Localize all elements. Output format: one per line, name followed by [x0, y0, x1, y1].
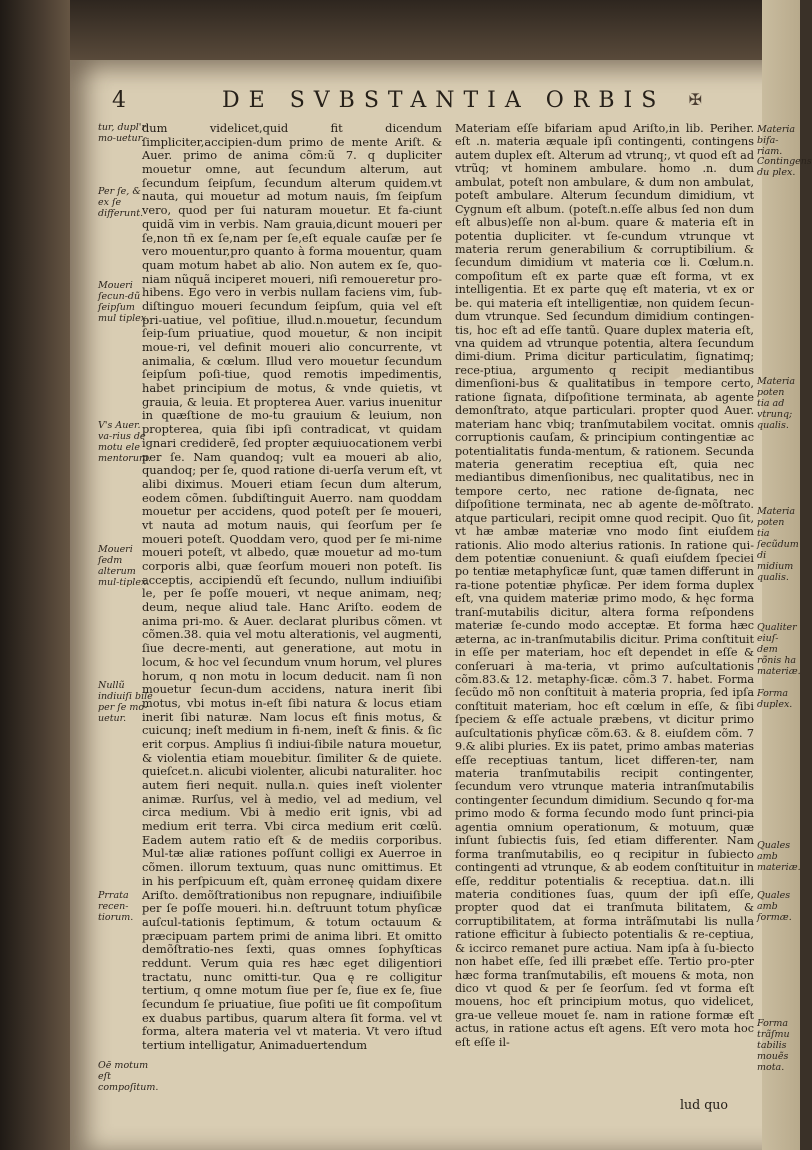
right-margin-note: Quales amb materiæ. [757, 840, 801, 873]
left-text-column [142, 122, 442, 1053]
running-title: DE SVBSTANTIA ORBIS [222, 88, 666, 113]
left-margin-note: Nullũ indiuiſi bile per ſe mo-uetur. [98, 680, 153, 724]
right-text-column [455, 122, 754, 1049]
left-margin-note: Oē motum eſt compoſitum. [98, 1060, 159, 1093]
catchword: lud quo [680, 1097, 728, 1112]
left-margin-note: Moueri ſedm alterum mul-tiplex. [98, 544, 150, 588]
right-margin-note: Qualiter eiuſ-dem rõnis ha materiæ. [757, 622, 801, 677]
right-margin-note: Materia poten tia ad vtrunq; qualis. [757, 376, 796, 431]
right-margin-note: Materia poten tia ſecũdum di midium qualis. [757, 506, 799, 583]
left-margin-note: Per ſe, & ex ſe differunt. [98, 186, 144, 219]
top-edge-shadow [70, 0, 800, 62]
page-number: 4 [112, 88, 135, 113]
left-margin-note: tur, dupl'r mo-uetur. [98, 122, 146, 144]
right-margin-note: Forma trãſmu tabilis mouẽs mota. [757, 1018, 790, 1073]
right-margin-note: Forma duplex. [757, 688, 793, 710]
left-margin-note: V's Auer. va-rius de motu ele mentorum. [98, 420, 151, 464]
right-margin-note: Contingens du plex. [757, 156, 812, 178]
running-header [112, 88, 702, 118]
right-margin-note: Materia bifa-riam. [757, 124, 796, 157]
left-column-text: dum videlicet,quid fit dicendum ſimpliciter,accipien-dum primo de mente Ariſt. & Auer. primo de anima cõm:ũ 7. q dupliciter mouetur omne, aut ſecundum alterum, aut ſecundum ſeipſum, ſecundum alterum quidem.vt nauta, qui mouetur ad motum nauis, ſm ſeipſum vero, quod per ſui naturam mouetur. Et fa-ciunt quidã vim in verbis. Nam grauia,dicunt moueri per ſe,non tñ ex ſe,nam per ſe,eſt equale cauſæ per ſe vero mouentur,pro quanto à forma mouentur, quam quam motum habet ab alio. Non autem ex ſe, quo-niam nũquã inciperet moueri, niſi remoueretur pro-hibens. Ego vero in verbis nullam faciens vim, ſub-diſtinguo moueri ſecundum ſeipſum, quia vel eſt pri-uatiue, vel poſitiue, illud.n.mouetur, ſecundum ſeip-ſum priuatiue, quod mouetur, & non incipit moue-ri, vel definit moueri alio concurrente, vt animalia, & cœlum. Illud vero mouetur ſecundum ſeipſum poſi-tiue, quod remotis impedimentis, habet principium de motus, & vnde quietis, vt grauia, & leuia. Et propterea Auer. varius inuenitur in quæſtione de mo-tu grauium & leuium, non propterea, quia ſibi ipſi contradicat, vt quidam ignari crediderē, ſed propter æquiuocationem verbi per ſe. Nam quandoq; vult ea moueri ab alio, quandoq; per ſe, quod ratione di-uerſa verum eſt, vt alibi diximus. Moueri etiam ſecun dum alterum, eodem cõmen. ſubdiſtinguit Auerro. nam quoddam mouetur per accidens, quod poteſt per ſe moueri, vt nauta ad motum nauis, qui ſeorſum per ſe moueri poteſt. Quoddam vero, quod per ſe mi-nime moueri poteſt, vt albedo, quæ mouetur ad mo-tum corporis albi, quæ ſeorſum moueri non poteſt. Iis acceptis, accipiendũ eſt ſecundo, nullum indiuiſibi le, per ſe poſſe moueri, vt neque animam, neq; deum, neque aliud tale. Hanc Ariſto. eodem de anima pri-mo. & Auer. declarat pluribus cõmen. vt cõmen.38. quia vel motu alterationis, vel augmenti, ſiue decre-menti, aut generatione, aut motu in locum, & hoc vel ſecundum vnum horum, vel plures horum, q non motu in locum deducit. nam ſi non mouetur ſecun-dum accidens, natura inerit ſibi motus, vbi motus in-eſt ſibi natura & locus etiam inerit ſibi naturæ. Nam locus eſt finis motus, & cuicunq; ineſt medium in fi-nem, ineſt & finis. & ſic erit corpus. Amplius ſi indiui-ſibile natura mouetur, & violentia etiam mouebitur. ſimiliter & de quiete. quieſcet.n. alicubi violenter, alicubi naturaliter. hoc autem fieri nequit. nulla.n. quies ineſt violenter animæ. Rurſus, vel à medio, vel ad medium, vel circa medium. Vbi à medio erit ignis, vbi ad medium erit terra. Vbi circa medium erit cœlũ. Eadem autem ratio eſt & de mediis corporibus. Mul-tæ aliæ rationes poſſunt colligi ex Auerroe in cõmen. illorum textuum, quas nunc omittimus. Et in his perſpicuum eſt, quàm erroneę quidam dixere Ariſto. demõſtrationibus non repugnare, indiuiſibile per ſe poſſe moueri. hi.n. deſtruunt totum phyſicæ auſcul-tationis ſeptimum, & totum octauum & præcipuam partem primi de anima libri. Et omitto demõſtratio-nes ſexti, quas omnes ſophyſticas reddunt. Verum quia res hæc eget diligentiori tractatu, nunc omitti-tur. Qua ę re colligitur tertium, q omne motum ſiue per ſe, ſiue ex ſe, ſiue ſecundum ſe priuatiue, ſiue poſiti ue ſit compoſitum ex duabus partibus, quarum altera ſit forma. vel vt forma, altera materia vel vt materia. Vt vero iſtud tertium intelligatur, Animaduertendum [142, 121, 442, 1053]
left-margin-note: Moueri ſecun-dũ ſeipſum mul tiplex. [98, 280, 150, 324]
right-margin-note: Quales amb formæ. [757, 890, 792, 923]
right-column-text: Materiam eſſe bifariam apud Ariſto,in lib. Periher. eſt .n. materia æquale ipſi contingenti, contingens autem duplex eſt. Alterum ad vtrunq;, vt quod eſt ad vtrũq; vt hominem ambulare. homo .n. dum ambulat, poteſt non ambulare, & dum non ambulat, poteſt ambulare. Alterum ſecundum dimidium, vt Cygnum eſt album. (poteſt.n.eſſe albus ſed non dum eſt albus)eſſe non al-bum. quare & materia eſt in potentia dupliciter. vt ſe-cundum vtrunque vt materia rerum generabilium & corruptibilium. & ſecundum dimidium vt materia cœ li. Cœlum.n. compoſitum eſt ex parte quæ eſt forma, vt ex intelligentia. Et ex parte quę eſt materia, vt ex or be. qui materia eſt intelligentiæ, non quidem ſecun-dum vtrunque. Sed ſecundum dimidium contingen-tis, hoc eſt ad eſſe tantũ. Quare duplex materia eſt, vna quidem ad vtrunque potentia, altera ſecundum dimi-dium. Prima dicitur particulatim, ſignatimq; rece-ptiua, argumento q recipit mediantibus dimenſioni-bus & qualitatibus in tempore certo, ratione ſignata, diſpoſitione terminata, ab agente demonſtrato, atque particulari. propter quod Auer. materiam hanc vbiq; tranſmutabilem vocitat. omnis corruptionis cauſam, & principium contingentiæ ac potentialitatis funda-mentum, & rationem. Secunda materia generatim receptiua eſt, quia nec mediantibus dimenſionibus, nec qualitatibus, nec in tempore certo, nec ratione de-ſignata, nec diſpoſitione terminata, nec ab agente de-mõſtrato. atque particulari, recipit omne quod recipit. Quo ſit, vt hæ ambæ materiæ vno modo ſint eiuſdem rationis. Alio modo alterius rationis. In ratione qui-dem potentiæ conueniunt. & quaſi eiuſdem ſpeciei po tentiæ metaphyſicæ ſunt, quæ tamen differunt in ra-tione potentiæ phyſicæ. Per idem forma duplex eſt, vna quidem materiæ primo modo, & hęc forma tranſ-mutabilis dicitur, altera forma reſpondens materiæ ſe-cundo modo acceptæ. Et forma hæc æterna, ac in-tranſmutabilis dicitur. Prima conſtituit in eſſe per materiam, hoc eſt dependet in eſſe & conſeruari à ma-teria, vt primo auſcultationis cõm.83.& 12. metaphy-ſicæ. cõm.3 7. habet. Forma ſecũdo mõ non conſtituit à materia propria, ſed ipſa conſtituit materiam, hoc eſt cœlum in eſſe, & ſibi ſpeciem & eſſe actuale præbens, vt dicitur primo auſcultationis phyſicæ cõm.63. & 8. eiuſdem cõm. 7 9.& alibi pluries. Ex iis patet, primo ambas materias eſſe receptiuas tantum, licet differen-ter, nam materia tranſmutabilis recipit contingenter, ſecundum vero vtrunque materia intranſmutabilis contingenter ſecundum dimidium. Secundo q for-ma primo modo & forma ſecundo modo ſunt princi-pia agentia omnium operationum, & motuum, quæ inſunt ſubiectis ſuis, ſed etiam differenter. Nam forma tranſmutabilis, eo q recipitur in ſubiecto contingenti ad vtrunque, & ab eodem conſtituitur in eſſe, redditur potentialis & receptiua. dat.n. illi materia conditiones ſuas, quum der ipſi eſſe, propter quod dat ei tranſmuta bilitatem, & corruptibilitatem, at forma intrãſmutabi lis nulla ratione efficitur à ſubiecto potentialis & re-ceptiua, & iccirco remanet pure actiua. Nam ipſa à ſu-biecto non habet eſſe, ſed illi præbet eſſe. Tertio pro-pter hæc forma tranſmutabilis, eſt mouens & mota, non dico vt quod & per ſe ſeorſum. ſed vt forma eſt mouens, hoc eſt principium motus, quo videlicet, gra-ue velleue mouet ſe. nam in ratione formæ eſt actus, in ratione actus eſt agens. Eſt vero mota hoc eſt eſſe il- [455, 122, 754, 1049]
header-ornament-icon: ✠ [688, 90, 702, 109]
left-margin-note: Prrata recen-tiorum. [98, 890, 134, 923]
